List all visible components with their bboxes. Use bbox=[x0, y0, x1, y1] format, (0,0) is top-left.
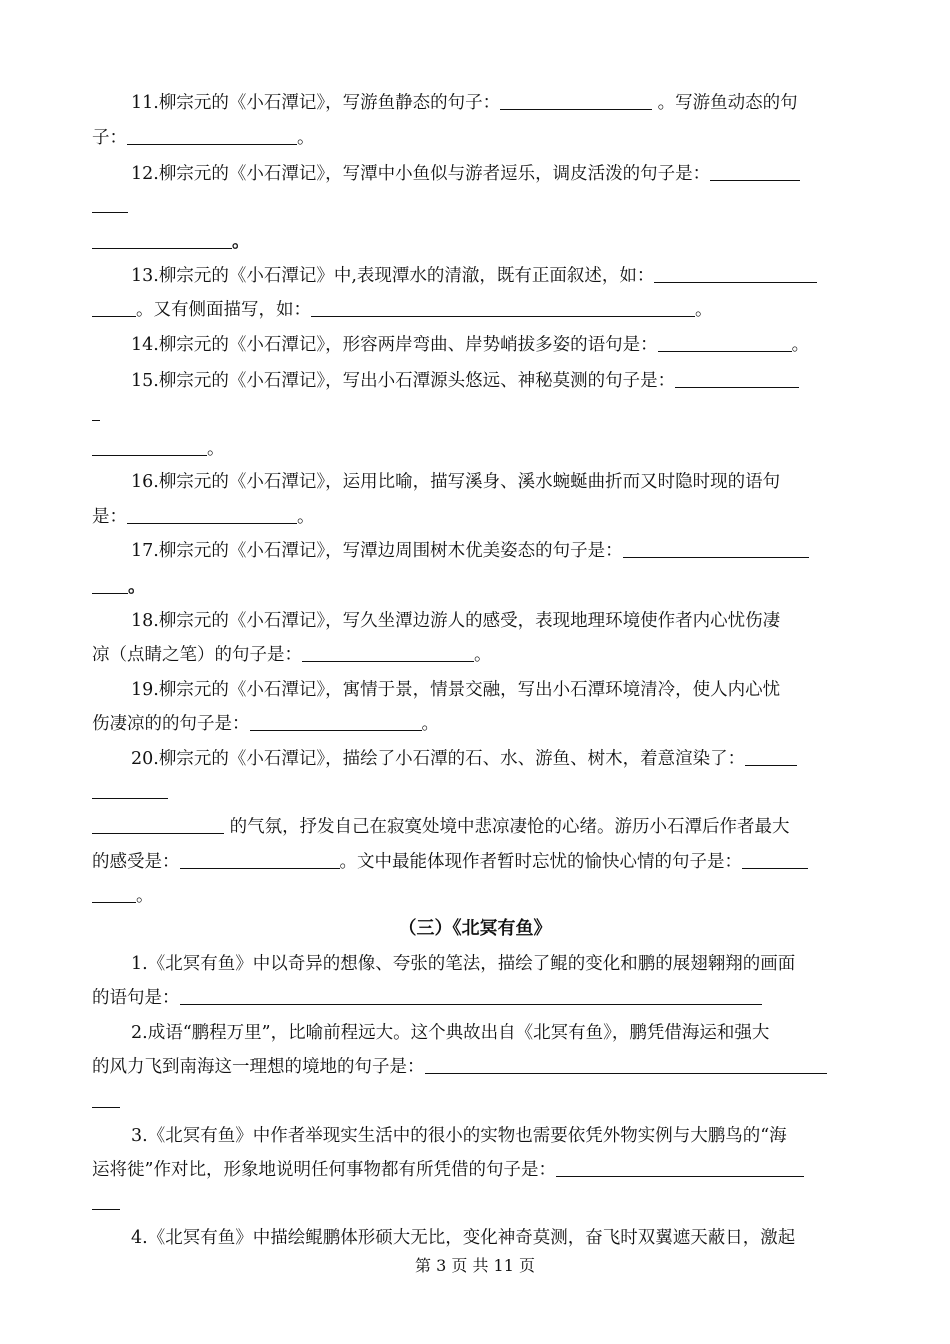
beiming-question-3 bbox=[131, 1124, 858, 1148]
text-segment: 18.柳宗元的《小石潭记》，写久坐潭边游人的感受，表现地理环境使作者内心忧伤凄 bbox=[131, 611, 781, 631]
text-segment: 15.柳宗元的《小石潭记》，写出小石潭源头悠远、神秘莫测的句子是： bbox=[131, 371, 676, 391]
question-12 bbox=[131, 162, 858, 186]
answer-blank[interactable] bbox=[127, 505, 297, 524]
question-20 bbox=[131, 747, 858, 771]
text-segment: 。 bbox=[421, 714, 439, 734]
answer-blank[interactable] bbox=[623, 539, 809, 558]
text-segment: 17.柳宗元的《小石潭记》，写潭边周围树木优美姿态的句子是： bbox=[131, 541, 623, 561]
text-segment: 16.柳宗元的《小石潭记》，运用比喻，描写溪身、溪水蜿蜒曲折而又时隐时现的语句 bbox=[131, 472, 781, 492]
question-17-cont bbox=[92, 575, 858, 599]
text-segment: 运将徙”作对比，形象地说明任何事物都有所凭借的句子是： bbox=[92, 1160, 556, 1180]
text-segment: 子： bbox=[92, 128, 127, 148]
text-segment: 11.柳宗元的《小石潭记》，写游鱼静态的句子： bbox=[131, 93, 501, 113]
question-15 bbox=[131, 369, 858, 393]
beiming-question-2-cont2 bbox=[92, 1089, 858, 1113]
text-segment: 13.柳宗元的《小石潭记》中,表现潭水的清澈，既有正面叙述，如： bbox=[131, 266, 655, 286]
answer-blank[interactable] bbox=[180, 850, 340, 869]
question-19 bbox=[131, 678, 858, 702]
question-20-cont4 bbox=[92, 884, 858, 908]
text-segment: 12.柳宗元的《小石潭记》，写潭中小鱼似与游者逗乐，调皮活泼的句子是： bbox=[131, 164, 711, 184]
beiming-question-1-cont bbox=[92, 986, 858, 1010]
text-segment: 2.成语“鹏程万里”，比喻前程远大。这个典故出自《北冥有鱼》，鹏凭借海运和强大 bbox=[131, 1023, 770, 1043]
answer-blank[interactable] bbox=[92, 815, 224, 834]
answer-blank[interactable] bbox=[556, 1158, 804, 1177]
beiming-question-1 bbox=[131, 952, 858, 976]
question-18-cont bbox=[92, 643, 858, 667]
question-12-cont bbox=[92, 194, 858, 218]
answer-blank[interactable] bbox=[745, 747, 797, 766]
answer-blank[interactable] bbox=[675, 369, 799, 388]
answer-blank[interactable] bbox=[92, 780, 168, 799]
text-segment: 。 bbox=[207, 439, 225, 459]
answer-blank[interactable] bbox=[742, 850, 808, 869]
answer-blank[interactable] bbox=[500, 91, 652, 110]
answer-blank[interactable] bbox=[92, 1191, 120, 1210]
question-20-cont3 bbox=[92, 850, 858, 874]
beiming-question-4 bbox=[131, 1226, 858, 1250]
question-11 bbox=[131, 91, 858, 115]
section-title: （三）《北冥有鱼》 bbox=[398, 918, 552, 939]
text-segment: 。 bbox=[297, 128, 315, 148]
answer-blank[interactable] bbox=[311, 298, 695, 317]
beiming-question-3-cont bbox=[92, 1158, 858, 1182]
question-16-cont bbox=[92, 505, 858, 529]
text-segment: 。 bbox=[297, 507, 315, 527]
answer-blank[interactable] bbox=[92, 1089, 120, 1108]
text-segment: 。 bbox=[791, 335, 810, 355]
text-segment: 。 bbox=[232, 232, 250, 252]
text-segment: 。 bbox=[695, 300, 713, 320]
text-segment: 。写游鱼动态的句 bbox=[652, 93, 798, 113]
question-18 bbox=[131, 609, 858, 633]
text-segment: 3.《北冥有鱼》中作者举现实生活中的很小的实物也需要依凭外物实例与大鹏鸟的“海 bbox=[131, 1126, 787, 1146]
beiming-question-2-cont bbox=[92, 1055, 858, 1079]
question-20-cont bbox=[92, 780, 858, 804]
answer-blank[interactable] bbox=[710, 162, 800, 181]
answer-blank[interactable] bbox=[654, 264, 817, 283]
question-19-cont bbox=[92, 712, 858, 736]
text-segment: 。文中最能体现作者暂时忘忧的愉快心情的句子是： bbox=[339, 852, 742, 872]
question-15-cont2 bbox=[92, 437, 858, 461]
text-segment: 伤凄凉的的句子是： bbox=[92, 714, 250, 734]
answer-blank[interactable] bbox=[92, 884, 136, 903]
text-segment: 。 bbox=[128, 577, 146, 597]
beiming-question-3-cont2 bbox=[92, 1191, 858, 1215]
text-segment: 的气氛，抒发自己在寂寞处境中悲凉凄怆的心绪。游历小石潭后作者最大 bbox=[224, 817, 790, 837]
text-segment: 。 bbox=[474, 645, 492, 665]
text-segment: 是： bbox=[92, 507, 127, 527]
question-11-cont bbox=[92, 126, 858, 150]
answer-blank[interactable] bbox=[92, 437, 207, 456]
answer-blank[interactable] bbox=[92, 194, 128, 213]
answer-blank[interactable] bbox=[92, 575, 128, 594]
answer-blank[interactable] bbox=[92, 230, 232, 249]
question-13 bbox=[131, 264, 858, 288]
question-14 bbox=[131, 333, 858, 357]
answer-blank[interactable] bbox=[658, 333, 792, 352]
question-20-cont2 bbox=[92, 815, 858, 839]
answer-blank[interactable] bbox=[92, 402, 100, 421]
text-segment: 。 bbox=[136, 886, 154, 906]
answer-blank[interactable] bbox=[302, 643, 474, 662]
question-13-cont bbox=[92, 298, 858, 322]
text-segment: 19.柳宗元的《小石潭记》，寓情于景，情景交融，写出小石潭环境清冷，使人内心忧 bbox=[131, 680, 781, 700]
text-segment: 20.柳宗元的《小石潭记》，描绘了小石潭的石、水、游鱼、树木，着意渲染了： bbox=[131, 749, 746, 769]
text-segment: 14.柳宗元的《小石潭记》，形容两岸弯曲、岸势峭拔多姿的语句是： bbox=[131, 335, 658, 355]
answer-blank[interactable] bbox=[250, 712, 422, 731]
answer-blank[interactable] bbox=[425, 1055, 827, 1074]
text-segment: 凉（点睛之笔）的句子是： bbox=[92, 645, 302, 665]
answer-blank[interactable] bbox=[180, 986, 762, 1005]
question-17 bbox=[131, 539, 858, 563]
text-segment: 1.《北冥有鱼》中以奇异的想像、夸张的笔法，描绘了鲲的变化和鹏的展翅翱翔的画面 bbox=[131, 954, 796, 974]
text-segment: 的风力飞到南海这一理想的境地的句子是： bbox=[92, 1057, 425, 1077]
text-segment: 的语句是： bbox=[92, 988, 180, 1008]
beiming-question-2 bbox=[131, 1021, 858, 1045]
question-15-cont bbox=[92, 402, 858, 426]
text-segment: 4.《北冥有鱼》中描绘鲲鹏体形硕大无比，变化神奇莫测，奋飞时双翼遮天蔽日，激起 bbox=[131, 1228, 796, 1248]
text-segment: 。又有侧面描写，如： bbox=[136, 300, 311, 320]
answer-blank[interactable] bbox=[127, 126, 297, 145]
answer-blank[interactable] bbox=[92, 298, 136, 317]
text-segment: 的感受是： bbox=[92, 852, 180, 872]
question-12-cont2 bbox=[92, 230, 858, 254]
page-footer: 第 3 页 共 11 页 bbox=[415, 1256, 535, 1275]
question-16 bbox=[131, 470, 858, 494]
